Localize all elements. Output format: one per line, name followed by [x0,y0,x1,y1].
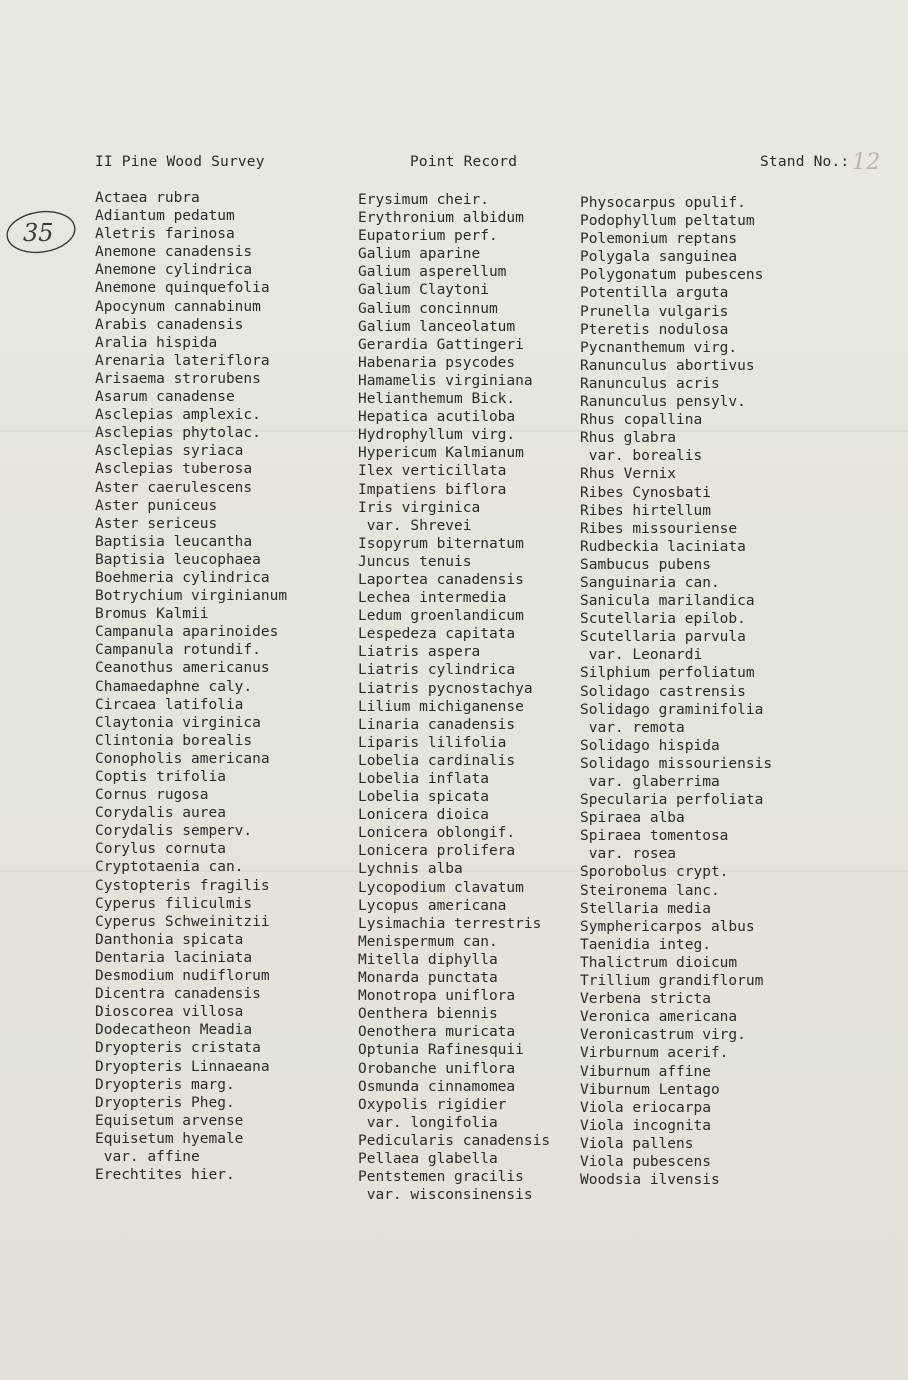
species-entry: Lycopodium clavatum [358,879,524,896]
species-entry: Potentilla arguta [580,285,729,302]
species-entry: Steironema lanc. [580,882,720,899]
species-entry: Corydalis aurea [95,805,226,822]
species-entry: Equisetum hyemale [95,1130,244,1147]
species-entry: Lilium michiganense [358,698,524,715]
species-entry: Veronica americana [580,1009,738,1026]
species-entry: Erythronium albidum [358,210,524,227]
species-entry: Ilex verticillata [358,463,507,480]
species-entry: Ceanothus americanus [95,660,270,677]
species-entry: Prunella vulgaris [580,303,729,320]
species-entry: Iris virginica [358,499,481,516]
species-entry: Aster puniceus [95,497,218,514]
species-entry: Viola eriocarpa [580,1099,711,1116]
species-entry: Cyperus filiculmis [95,895,253,912]
species-entry: Hamamelis virginiana [358,372,533,389]
species-entry: Helianthemum Bick. [358,391,516,408]
species-entry: Ribes missouriense [580,520,738,537]
species-entry: Arenaria lateriflora [95,352,270,369]
species-entry: Monarda punctata [358,970,498,987]
species-entry: Solidago missouriensis [580,755,773,772]
species-entry: Asarum canadense [95,389,235,406]
species-entry: Pentstemen gracilis [358,1169,524,1186]
species-entry: Oxypolis rigidier [358,1096,507,1113]
species-entry: Solidago hispida [580,737,720,754]
species-entry: Anemone quinquefolia [95,280,270,297]
species-entry: Specularia perfoliata [580,792,764,809]
species-entry: Dryopteris Pheg. [95,1094,235,1111]
species-entry: Viola pallens [580,1135,694,1152]
species-entry: Cyperus Schweinitzii [95,913,270,930]
species-entry: Dryopteris marg. [95,1076,235,1093]
species-entry: Erechtites hier. [95,1167,235,1184]
species-entry: Symphericarpos albus [580,918,755,935]
species-entry: Dryopteris cristata [95,1040,261,1057]
species-entry: Botrychium virginianum [95,588,288,605]
species-entry: Lonicera oblongif. [358,825,516,842]
species-entry: Rhus copallina [580,412,703,429]
species-entry: Spiraea tomentosa [580,828,729,845]
species-entry: Habenaria psycodes [358,354,516,371]
species-entry: Oenothera muricata [358,1024,516,1041]
species-entry: Mitella diphylla [358,951,498,968]
species-entry: Rhus glabra [580,430,677,447]
species-entry: Baptisia leucantha [95,533,253,550]
species-entry: Woodsia ilvensis [580,1172,720,1189]
species-entry: Galium aparine [358,246,481,263]
species-entry: Equisetum arvense [95,1112,244,1129]
species-entry: Dentaria laciniata [95,949,253,966]
species-entry: Claytonia virginica [95,714,261,731]
species-entry: Menispermum can. [358,933,498,950]
species-entry: Dodecatheon Meadia [95,1022,253,1039]
species-entry: Physocarpus opulif. [580,195,746,211]
species-entry: Aster caerulescens [95,479,253,496]
species-entry: Lechea intermedia [358,590,507,607]
species-entry: Cystopteris fragilis [95,877,270,894]
species-entry: Hepatica acutiloba [358,409,516,426]
species-entry: Linaria canadensis [358,716,516,733]
species-entry: Adiantum pedatum [95,208,235,225]
species-entry: Galium lanceolatum [358,318,516,335]
species-entry: Erysimum cheir. [358,192,489,208]
species-entry: Campanula aparinoides [95,624,279,641]
species-entry: Pedicularis canadensis [358,1132,551,1149]
species-entry: Verbena stricta [580,991,711,1008]
species-entry: Rhus Vernix [580,466,677,483]
species-entry: Optunia Rafinesquii [358,1042,524,1059]
stand-number-handwritten: 12 [852,150,881,175]
species-entry: Polemonium reptans [580,231,738,248]
species-entry: Cornus rugosa [95,787,209,804]
species-entry: Lobelia cardinalis [358,752,516,769]
species-entry: Lobelia spicata [358,789,489,806]
species-column-3 [580,194,772,1189]
species-entry: Lysimachia terrestris [358,915,542,932]
species-entry: Taenidia integ. [580,936,711,953]
circled-number-text: 35 [23,219,54,247]
survey-title: II Pine Wood Survey [95,154,265,170]
species-entry: Gerardia Gattingeri [358,336,524,353]
species-entry: Asclepias syriaca [95,443,244,460]
species-entry: Liatris pycnostachya [358,680,533,697]
species-entry: Ribes hirtellum [580,502,711,519]
species-entry: Liatris cylindrica [358,662,516,679]
species-entry: Aster sericeus [95,515,218,532]
species-entry: Galium Claytoni [358,282,489,299]
species-entry: Arabis canadensis [95,316,244,333]
species-entry: Lobelia inflata [358,771,489,787]
species-entry: Isopyrum biternatum [358,535,524,552]
species-entry: Viburnum affine [580,1063,711,1080]
species-entry: Sporobolus crypt. [580,864,729,881]
species-entry: Ranunculus pensylv. [580,394,746,411]
species-entry: Campanula rotundif. [95,642,261,659]
species-entry: Pteretis nodulosa [580,321,729,338]
species-entry: Actaea rubra [95,190,200,206]
species-entry: Solidago castrensis [580,683,746,700]
species-entry: Hydrophyllum virg. [358,427,516,444]
species-entry: Galium concinnum [358,300,498,317]
record-type: Point Record [410,154,518,170]
species-entry: Solidago graminifolia [580,701,764,718]
stand-number-label: Stand No.: [760,154,850,170]
species-entry: Boehmeria cylindrica [95,569,270,586]
species-entry: Arisaema strorubens [95,370,261,387]
species-entry: Circaea latifolia [95,696,244,713]
species-entry: Stellaria media [580,900,711,917]
species-entry: Spiraea alba [580,810,685,827]
species-entry: Pycnanthemum virg. [580,339,738,356]
species-entry: var. Leonardi [580,647,703,664]
species-entry: Lonicera prolifera [358,843,516,860]
species-entry: Hypericum Kalmianum [358,445,524,462]
species-entry: Chamaedaphne caly. [95,678,253,695]
species-entry: Lespedeza capitata [358,626,516,643]
species-entry: Desmodium nudiflorum [95,968,270,985]
species-entry: var. Shrevei [358,517,472,534]
species-entry: Viola pubescens [580,1153,711,1170]
species-entry: Podophyllum peltatum [580,213,755,230]
species-entry: var. borealis [580,448,703,465]
species-entry: Impatiens biflora [358,481,507,498]
species-entry: Scutellaria parvula [580,629,746,646]
species-entry: Virburnum acerif. [580,1045,729,1062]
species-entry: Ribes Cynosbati [580,484,711,501]
species-entry: Danthonia spicata [95,931,244,948]
species-entry: Polygonatum pubescens [580,267,764,284]
species-entry: var. remota [580,719,685,736]
species-entry: Sanguinaria can. [580,574,720,591]
species-entry: Dryopteris Linnaeana [95,1058,270,1075]
species-entry: Coptis trifolia [95,769,226,785]
species-entry: Oenthera biennis [358,1006,498,1023]
species-entry: Liatris aspera [358,644,481,661]
species-entry: Viburnum Lentago [580,1081,720,1098]
species-entry: var. glaberrima [580,774,720,790]
species-column-1 [95,189,287,1184]
species-entry: Juncus tenuis [358,553,472,570]
species-entry: Anemone cylindrica [95,262,253,279]
species-entry: Corydalis semperv. [95,823,253,840]
species-entry: Viola incognita [580,1117,711,1134]
species-entry: Orobanche uniflora [358,1060,516,1077]
species-entry: Corylus cornuta [95,841,226,858]
species-entry: Bromus Kalmii [95,606,209,623]
species-entry: Eupatorium perf. [358,228,498,245]
species-entry: Lychnis alba [358,861,463,878]
species-entry: Cryptotaenia can. [95,859,244,876]
species-entry: Ranunculus abortivus [580,357,755,374]
species-entry: Lycopus americana [358,897,507,914]
species-entry: Osmunda cinnamomea [358,1078,516,1095]
species-entry: var. wisconsinensis [358,1187,533,1204]
species-entry: Asclepias amplexic. [95,407,261,424]
species-entry: var. affine [95,1148,200,1165]
species-entry: Apocynum cannabinum [95,298,261,315]
species-entry: Anemone canadensis [95,244,253,261]
species-entry: Monotropa uniflora [358,988,516,1005]
species-entry: Aletris farinosa [95,226,235,243]
species-entry: Scutellaria epilob. [580,611,746,628]
species-entry: Liparis lilifolia [358,734,507,751]
species-entry: Thalictrum dioicum [580,954,738,971]
species-column-2 [358,191,550,1204]
species-entry: Lonicera dioica [358,807,489,824]
species-entry: Ledum groenlandicum [358,608,524,625]
species-entry: Baptisia leucophaea [95,551,261,568]
species-entry: Dioscorea villosa [95,1004,244,1021]
species-entry: Asclepias phytolac. [95,425,261,442]
species-entry: Silphium perfoliatum [580,665,755,682]
species-entry: Polygala sanguinea [580,249,738,266]
species-entry: Ranunculus acris [580,375,720,392]
species-entry: Conopholis americana [95,750,270,767]
species-entry: Galium asperellum [358,264,507,281]
circled-number-annotation [3,205,77,257]
species-entry: Sambucus pubens [580,556,711,573]
species-entry: Clintonia borealis [95,732,253,749]
species-entry: Asclepias tuberosa [95,461,253,478]
species-entry: Dicentra canadensis [95,986,261,1003]
species-entry: Aralia hispida [95,334,218,351]
species-entry: Veronicastrum virg. [580,1027,746,1044]
species-entry: Rudbeckia laciniata [580,538,746,555]
species-entry: var. rosea [580,846,677,863]
species-entry: Trillium grandiflorum [580,973,764,990]
species-entry: var. longifolia [358,1114,498,1131]
species-entry: Sanicula marilandica [580,593,755,610]
species-entry: Laportea canadensis [358,571,524,588]
species-entry: Pellaea glabella [358,1150,498,1167]
